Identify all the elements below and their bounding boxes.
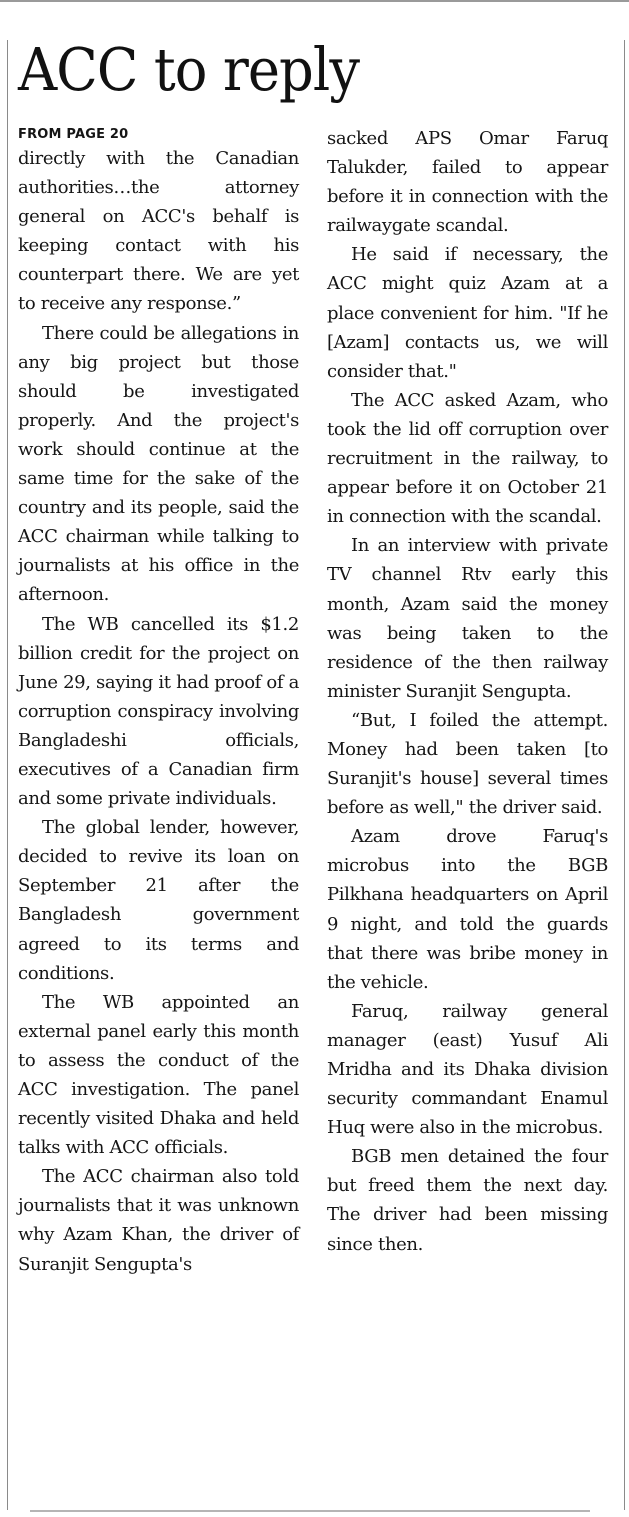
article-column-right — [327, 124, 608, 1259]
paragraph: There could be allegations in any big project but those should be investigated properly. And the project's work should continue at the same time for the sake of the country and its people, said the ACC chairman while talking to journalists at his office in the afternoon. — [18, 322, 299, 606]
paragraph: sacked APS Omar Faruq Talukder, failed to appear before it in connection with the railwaygate scandal. — [327, 128, 608, 237]
right-column-rule — [624, 40, 625, 1510]
top-rule — [0, 0, 629, 2]
paragraph: The WB cancelled its $1.2 billion credit for the project on June 29, saying it had proof of a corruption conspiracy involving Bangladeshi officials, executives of a Canadian firm and some private individuals. — [18, 613, 299, 810]
bottom-rule — [30, 1510, 590, 1512]
paragraph: directly with the Canadian authorities…the attorney general on ACC's behalf is keeping contact with his counterpart there. We are yet to receive any response.” — [18, 148, 299, 315]
paragraph: Azam drove Faruq's microbus into the BGB Pilkhana headquarters on April 9 night, and told the guards that there was bribe money in the vehicle. — [327, 826, 608, 993]
paragraph: The global lender, however, decided to revive its loan on September 21 after the Bangladesh government agreed to its terms and conditions. — [18, 817, 299, 984]
paragraph: Faruq, railway general manager (east) Yusuf Ali Mridha and its Dhaka division security commandant Enamul Huq were also in the microbus. — [327, 1000, 608, 1139]
paragraph: “But, I foiled the attempt. Money had been taken [to Suranjit's house] several times before as well," the driver said. — [327, 709, 608, 819]
continued-from-label: FROM PAGE 20 — [18, 127, 129, 142]
left-column-rule — [7, 40, 8, 1510]
paragraph: The ACC chairman also told journalists that it was unknown why Azam Khan, the driver of Suranjit Sengupta's — [18, 1166, 299, 1275]
paragraph: The ACC asked Azam, who took the lid off corruption over recruitment in the railway, to appear before it on October 21 in connection with the scandal. — [327, 389, 608, 528]
paragraph: The WB appointed an external panel early this month to assess the conduct of the ACC investigation. The panel recently visited Dhaka and held talks with ACC officials. — [18, 991, 299, 1159]
paragraph: He said if necessary, the ACC might quiz Azam at a place convenient for him. "If he [Azam] contacts us, we will consider that." — [327, 244, 608, 382]
headline: ACC to reply — [18, 35, 360, 104]
article-column-left — [18, 144, 299, 1279]
paragraph: In an interview with private TV channel Rtv early this month, Azam said the money was being taken to the residence of the then railway minister Suranjit Sengupta. — [327, 535, 608, 702]
paragraph: BGB men detained the four but freed them the next day. The driver had been missing since then. — [327, 1146, 608, 1255]
